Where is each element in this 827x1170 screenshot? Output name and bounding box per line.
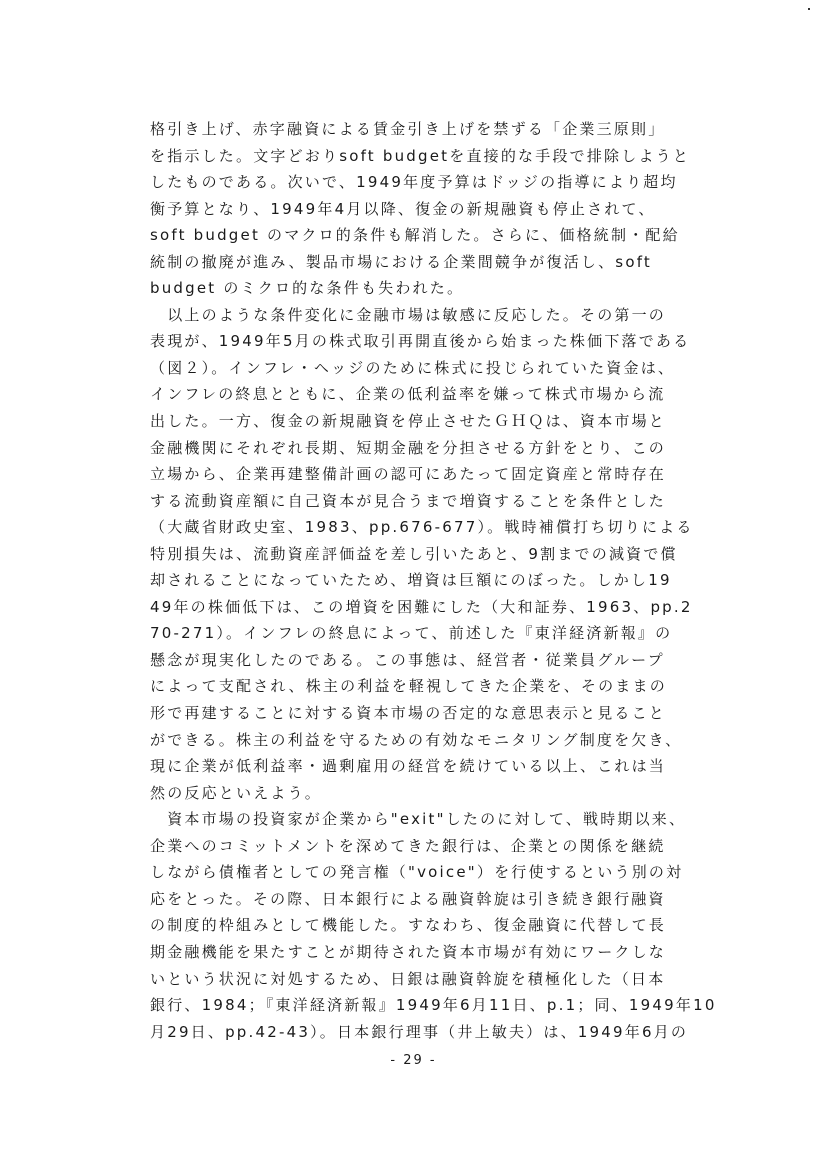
text-line: 表現が、1949年5月の株式取引再開直後から始まった株価下落である (150, 332, 691, 351)
text-line: 以上のような条件変化に金融市場は敏感に反応した。その第一の (150, 305, 667, 324)
text-line: インフレの終息とともに、企業の低利益率を嫌って株式市場から流 (150, 385, 666, 404)
text-line: を指示した。文字どおりsoft budgetを直接的な手段で排除しようと (150, 146, 691, 165)
text-line: 銀行、1984；『東洋経済新報』1949年6月11日、p.1；同、1949年10 (150, 996, 717, 1015)
text-line: 期金融機能を果たすことが期待された資本市場が有効にワークしな (150, 942, 667, 961)
text-line: （大蔵省財政史室、1983、pp.676-677）。戦時補償打ち切りによる (150, 518, 694, 537)
text-line: soft budget のマクロ的条件も解消した。さらに、価格統制・配給 (150, 226, 680, 245)
text-line: budget のミクロ的な条件も失われた。 (150, 279, 465, 298)
page-number: - 29 - (390, 1053, 437, 1068)
text-line: 応をとった。その際、日本銀行による融資斡旋は引き続き銀行融資 (150, 889, 666, 908)
text-line: 却されることになっていたため、増資は巨額にのぼった。しかし19 (150, 571, 672, 590)
text-line: したものである。次いで、1949年度予算はドッジの指導により超均 (150, 173, 678, 192)
text-line: 衡予算となり、1949年4月以降、復金の新規融資も停止されて、 (150, 199, 656, 218)
text-line: ができる。株主の利益を守るための有効なモニタリング制度を欠き、 (150, 730, 683, 749)
text-line: 立場から、企業再建整備計画の認可にあたって固定資産と常時存在 (150, 465, 667, 484)
text-line: 資本市場の投資家が企業から"exit"したのに対して、戦時期以来、 (150, 810, 687, 829)
text-line: 形で再建することに対する資本市場の否定的な意思表示と見ること (150, 704, 667, 723)
text-line: （図２）。インフレ・ヘッジのために株式に投じられていた資金は、 (150, 358, 676, 377)
scan-speck (808, 8, 810, 10)
text-line: 出した。一方、復金の新規融資を停止させたＧＨＱは、資本市場と (150, 412, 667, 431)
text-line: 特別損失は、流動資産評価益を差し引いたあと、9割までの減資で償 (150, 544, 678, 563)
text-line: 現に企業が低利益率・過剰雇用の経営を続けている以上、これは当 (150, 757, 667, 776)
text-line: する流動資産額に自己資本が見合うまで増資することを条件とした (150, 491, 667, 510)
text-line: の制度的枠組みとして機能した。すなわち、復金融資に代替して長 (150, 916, 667, 935)
text-line: 懸念が現実化したのである。この事態は、経営者・従業員グループ (150, 650, 665, 669)
text-line: 70-271）。インフレの終息によって、前述した『東洋経済新報』の (150, 624, 673, 643)
text-line: によって支配され、株主の利益を軽視してきた企業を、そのままの (150, 677, 667, 696)
text-line: 49年の株価低下は、この増資を困難にした（大和証券、1963、pp.2 (150, 597, 693, 616)
text-line: 月29日、pp.42-43）。日本銀行理事（井上敏夫）は、1949年6月の (150, 1022, 689, 1041)
text-line: 統制の撤廃が進み、製品市場における企業間競争が復活し、soft (150, 252, 652, 271)
text-line: しながら債権者としての発言権（"voice"）を行使するという別の対 (150, 863, 684, 882)
text-line: 金融機関にそれぞれ長期、短期金融を分担させる方針をとり、この (150, 438, 667, 457)
text-line: 然の反応といえよう。 (150, 783, 323, 802)
body-text (150, 116, 717, 1045)
text-line: 企業へのコミットメントを深めてきた銀行は、企業との関係を継続 (150, 836, 666, 855)
text-line: いという状況に対処するため、日銀は融資斡旋を積極化した（日本 (150, 969, 666, 988)
text-line: 格引き上げ、赤字融資による賃金引き上げを禁ずる「企業三原則」 (150, 120, 666, 138)
